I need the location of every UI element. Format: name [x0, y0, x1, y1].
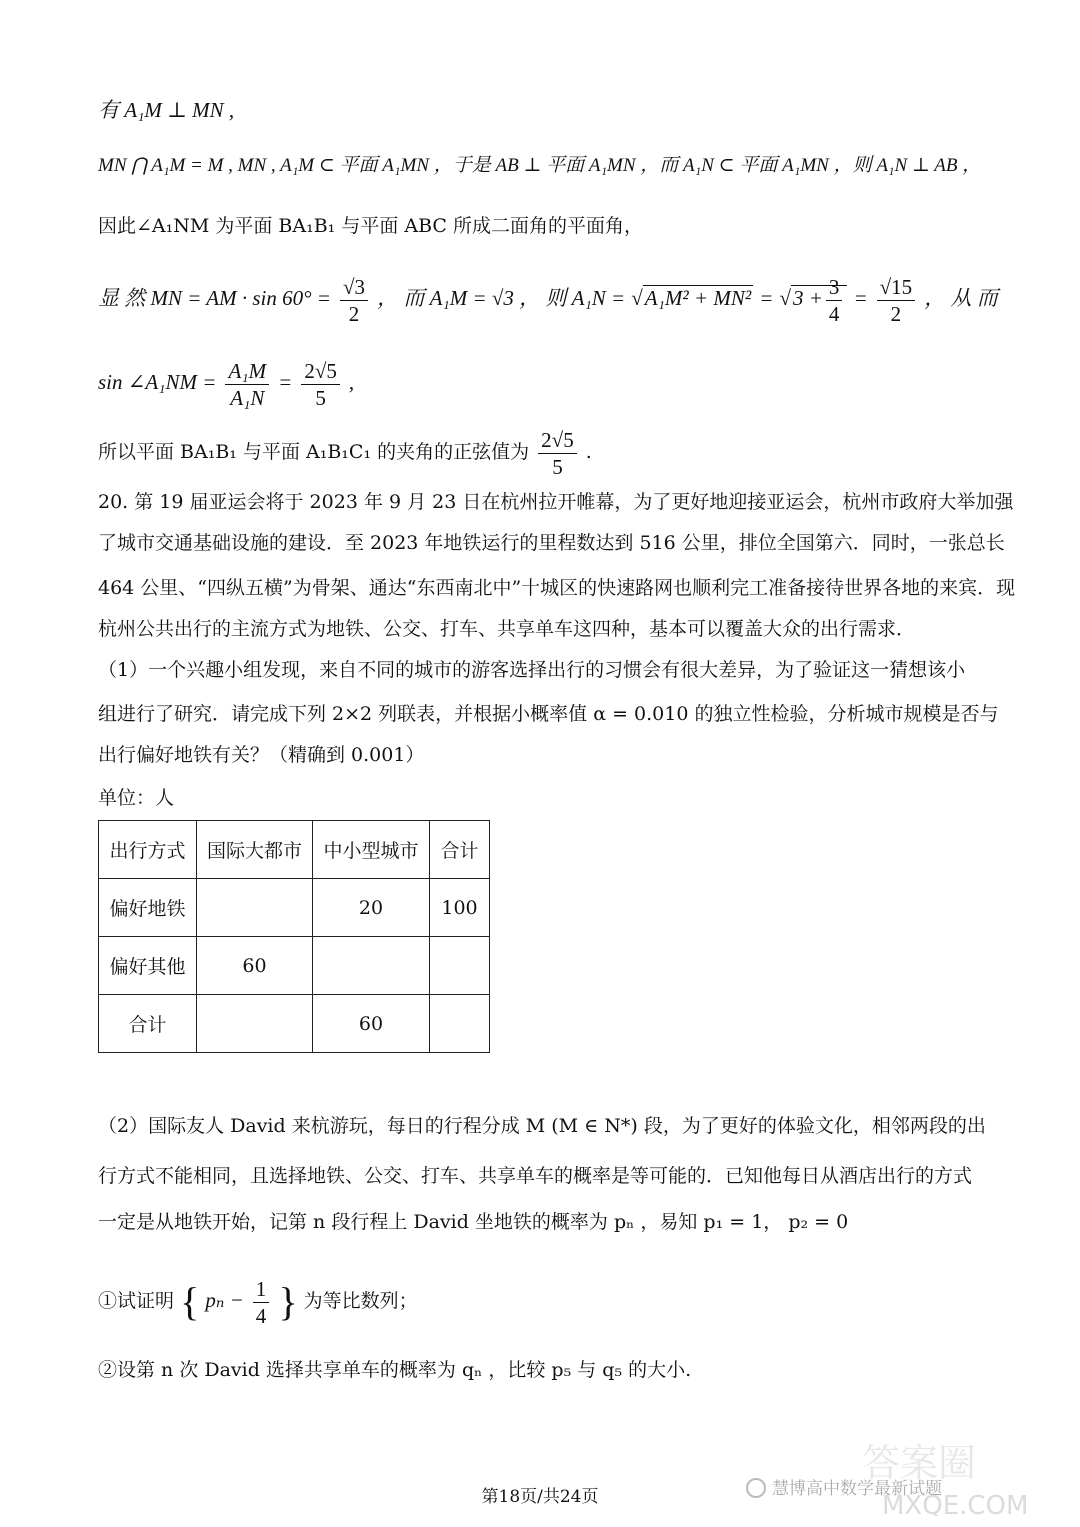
table-cell — [197, 879, 313, 937]
formula-part: 显 然 MN = AM · sin 60° = — [98, 286, 331, 310]
formula-line-5 — [98, 352, 354, 413]
table-header-cell: 国际大都市 — [197, 821, 313, 879]
table-header-row — [99, 821, 490, 879]
question-2-part-2: ②设第 n 次 David 选择共享单车的概率为 qₙ ，比较 p₅ 与 q₅ 的大小. — [98, 1359, 692, 1381]
table-cell: 偏好地铁 — [99, 879, 197, 937]
problem-20-line-3: 464 公里、“四纵五横”为骨架、通达“东西南北中”十城区的快速路网也顺利完工准备接待世界各地的来宾．现 — [98, 577, 1016, 599]
fraction — [340, 274, 368, 327]
fraction — [225, 358, 269, 411]
svg-text:MXQE.COM: MXQE.COM — [882, 1491, 1029, 1516]
table-header-cell: 合计 — [430, 821, 490, 879]
fraction — [301, 358, 340, 411]
sentence: ①试证明 — [98, 1290, 175, 1312]
denominator: 5 — [552, 454, 563, 479]
table-header-cell: 出行方式 — [99, 821, 197, 879]
table-cell — [430, 937, 490, 995]
text-line-6 — [98, 424, 592, 480]
sqrt-term: 3 + — [792, 286, 823, 310]
fraction — [253, 1276, 270, 1329]
text-line-1: 有 A₁M ⊥ MN , — [98, 98, 235, 122]
formula-part: ， 而 A₁M = √3 ， 则 A₁N = — [377, 286, 626, 310]
numerator: 2√5 — [538, 427, 577, 454]
numerator: A₁M — [225, 358, 269, 385]
table-cell: 合计 — [99, 995, 197, 1053]
denominator: 2 — [348, 301, 360, 326]
formula-part: sin ∠A₁NM = — [98, 370, 217, 394]
sentence: 为等比数列； — [303, 1290, 418, 1312]
problem-20-line-1: 20. 第 19 届亚运会将于 2023 年 9 月 23 日在杭州拉开帷幕，为了更好地迎接亚运会，杭州市政府大举加强 — [98, 491, 1014, 513]
table-cell: 100 — [430, 879, 490, 937]
question-1-line-3: 出行偏好地铁有关？（精确到 0.001） — [98, 744, 425, 766]
watermark-logo-icon — [742, 1436, 1062, 1516]
numerator: 2√5 — [301, 358, 340, 385]
question-2-line-2: 行方式不能相同，且选择地铁、公交、打车、共享单车的概率是等可能的．已知他每日从酒店出行的方式 — [98, 1165, 973, 1187]
unit-label: 单位：人 — [98, 787, 175, 809]
text-line-3: 因此∠A₁NM 为平面 BA₁B₁ 与平面 ABC 所成二面角的平面角， — [98, 215, 643, 237]
table-header-cell: 中小型城市 — [313, 821, 430, 879]
question-2-line-1: （2）国际友人 David 来杭游玩，每日的行程分成 M (M ∈ N*) 段，为了更好的体验文化，相邻两段的出 — [98, 1115, 986, 1137]
text-line-2: MN ⋂ A₁M = M , MN , A₁M ⊂ 平面 A₁MN ，于是 AB ⊥ 平面 A₁MN ，而 A₁N ⊂ 平面 A₁MN ，则 A₁N ⊥ AB ， — [98, 155, 982, 176]
formula-part: , — [348, 370, 355, 394]
table-cell — [313, 937, 430, 995]
left-brace: { — [180, 1279, 200, 1324]
table-cell: 60 — [197, 937, 313, 995]
numerator: √15 — [877, 274, 916, 301]
problem-20-line-4: 杭州公共出行的主流方式为地铁、公交、打车、共享单车这四种，基本可以覆盖大众的出行需求． — [98, 618, 916, 640]
equals-sign: = — [853, 286, 868, 310]
watermark — [742, 1436, 1062, 1516]
table-cell: 20 — [313, 879, 430, 937]
numerator: 3 — [826, 274, 843, 301]
denominator: A₁N — [230, 385, 265, 410]
denominator: 4 — [255, 1303, 267, 1328]
table-row — [99, 995, 490, 1053]
denominator: 4 — [828, 301, 840, 326]
svg-text:答案圈: 答案圈 — [862, 1441, 977, 1485]
table-cell: 偏好其他 — [99, 937, 197, 995]
page-number: 第18页/共24页 — [481, 1487, 599, 1507]
table-row — [99, 879, 490, 937]
table-row — [99, 937, 490, 995]
problem-20-line-2: 了城市交通基础设施的建设．至 2023 年地铁运行的里程数达到 516 公里，排位全国第六．同时，一张总长 — [98, 532, 1005, 554]
sqrt-expression: A₁M² + MN² — [644, 286, 752, 310]
denominator: 5 — [315, 385, 326, 410]
equals-sign: = — [759, 286, 774, 310]
question-2-line-3: 一定是从地铁开始，记第 n 段行程上 David 坐地铁的概率为 pₙ ，易知 p₁ = 1， p₂ = 0 — [98, 1211, 849, 1233]
fraction — [826, 274, 843, 327]
table-cell — [197, 995, 313, 1053]
numerator: 1 — [253, 1276, 270, 1303]
question-2-part-1 — [98, 1270, 418, 1332]
sequence-term: pₙ − — [205, 1288, 244, 1312]
question-1-line-1: （1）一个兴趣小组发现，来自不同的城市的游客选择出行的习惯会有很大差异，为了验证这一猜想该小 — [98, 659, 966, 681]
period: . — [585, 441, 592, 463]
denominator: 2 — [890, 301, 902, 326]
formula-line-4: 显 然 MN = AM · sin 60° = $\frac{√3}{2}$ ， 而 A₁M = √3 ， 则 A₁N = √A₁M² + MN² = √3 + $\frac{3}{4}$ = $\frac{√15}{2}$ ， 从 而 — [98, 274, 998, 326]
fraction — [877, 274, 916, 327]
contingency-table — [98, 820, 490, 1053]
svg-text:慧博高中数学最新试题: 慧博高中数学最新试题 — [772, 1479, 942, 1499]
fraction — [538, 427, 577, 480]
right-brace: } — [278, 1279, 298, 1324]
table-cell — [430, 995, 490, 1053]
question-1-line-2: 组进行了研究．请完成下列 2×2 列联表，并根据小概率值 α = 0.010 的独立性检验，分析城市规模是否与 — [98, 703, 999, 725]
equals-sign: = — [278, 370, 293, 394]
numerator: √3 — [340, 274, 368, 301]
formula-part: ， 从 而 — [924, 286, 998, 310]
sentence: 所以平面 BA₁B₁ 与平面 A₁B₁C₁ 的夹角的正弦值为 — [98, 441, 530, 463]
table-cell: 60 — [313, 995, 430, 1053]
